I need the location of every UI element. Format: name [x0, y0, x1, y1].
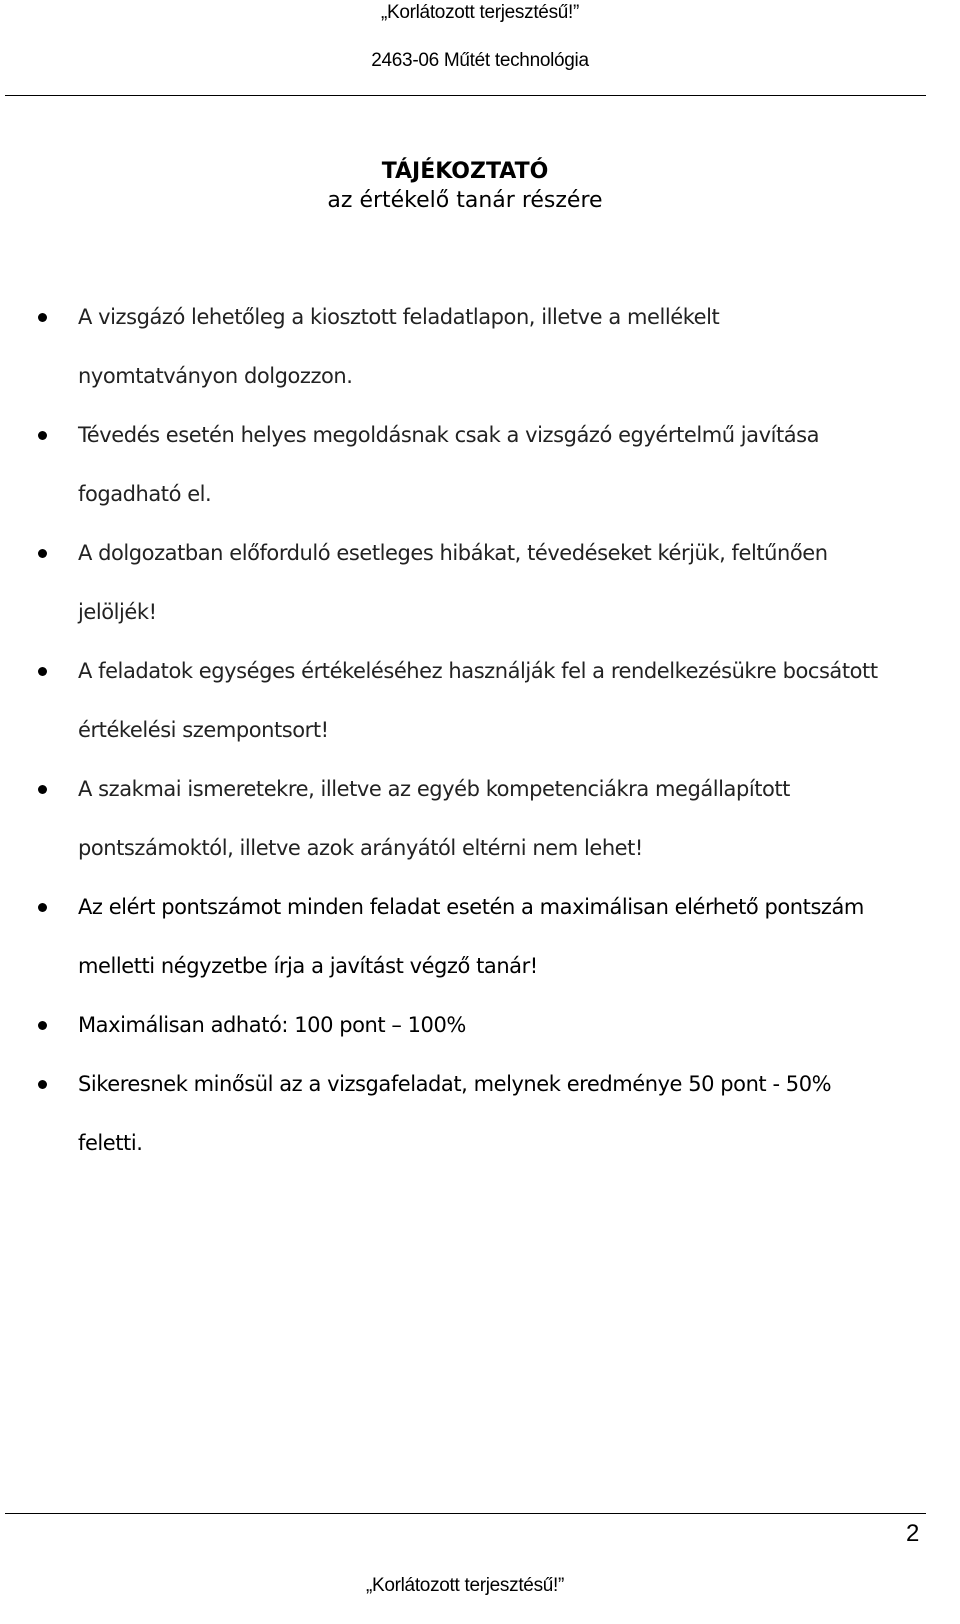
instruction-line: A dolgozatban előforduló esetleges hibákat, tévedéseket kérjük, feltűnően — [78, 541, 828, 565]
footer-restricted-notice: „Korlátozott terjesztésű!” — [365, 1575, 565, 1596]
instruction-item — [0, 878, 930, 996]
instruction-item — [0, 642, 930, 760]
instruction-line: A feladatok egységes értékeléséhez használják fel a rendelkezésükre bocsátott — [78, 659, 878, 683]
instruction-line: pontszámoktól, illetve azok arányától eltérni nem lehet! — [78, 836, 643, 860]
bullet-icon — [38, 785, 47, 794]
footer-divider — [5, 1513, 926, 1514]
instruction-line: jelöljék! — [78, 600, 157, 624]
bullet-icon — [38, 431, 47, 440]
document-subtitle: az értékelő tanár részére — [327, 188, 603, 213]
bullet-icon — [38, 667, 47, 676]
instruction-item — [0, 996, 930, 1055]
bullet-icon — [38, 1021, 47, 1030]
bullet-icon — [38, 903, 47, 912]
instruction-line: nyomtatványon dolgozzon. — [78, 364, 353, 388]
instruction-line: A vizsgázó lehetőleg a kiosztott feladatlapon, illetve a mellékelt — [78, 305, 720, 329]
instruction-item — [0, 760, 930, 878]
instruction-line: fogadható el. — [78, 482, 212, 506]
bullet-icon — [38, 1080, 47, 1089]
header-module-title: 2463-06 Műtét technológia — [371, 50, 589, 71]
instruction-line: melletti négyzetbe írja a javítást végző tanár! — [78, 954, 538, 978]
bullet-icon — [38, 549, 47, 558]
document-title: TÁJÉKOZTATÓ — [381, 159, 549, 184]
header-restricted-notice: „Korlátozott terjesztésű!” — [380, 2, 580, 23]
instruction-line: Tévedés esetén helyes megoldásnak csak a vizsgázó egyértelmű javítása — [78, 423, 820, 447]
instruction-item — [0, 1055, 930, 1173]
instruction-item — [0, 406, 930, 524]
bullet-icon — [38, 313, 47, 322]
page-number: 2 — [906, 1520, 920, 1547]
instruction-line: feletti. — [78, 1131, 143, 1155]
instruction-line: Maximálisan adható: 100 pont – 100% — [78, 1013, 466, 1037]
instruction-list — [0, 288, 930, 1173]
instruction-item — [0, 524, 930, 642]
instruction-line: A szakmai ismeretekre, illetve az egyéb kompetenciákra megállapított — [78, 777, 790, 801]
instruction-line: értékelési szempontsort! — [78, 718, 329, 742]
instruction-line: Sikeresnek minősül az a vizsgafeladat, melynek eredménye 50 pont - 50% — [78, 1072, 832, 1096]
instruction-item — [0, 288, 930, 406]
header-divider — [5, 95, 926, 96]
instruction-line: Az elért pontszámot minden feladat esetén a maximálisan elérhető pontszám — [78, 895, 864, 919]
